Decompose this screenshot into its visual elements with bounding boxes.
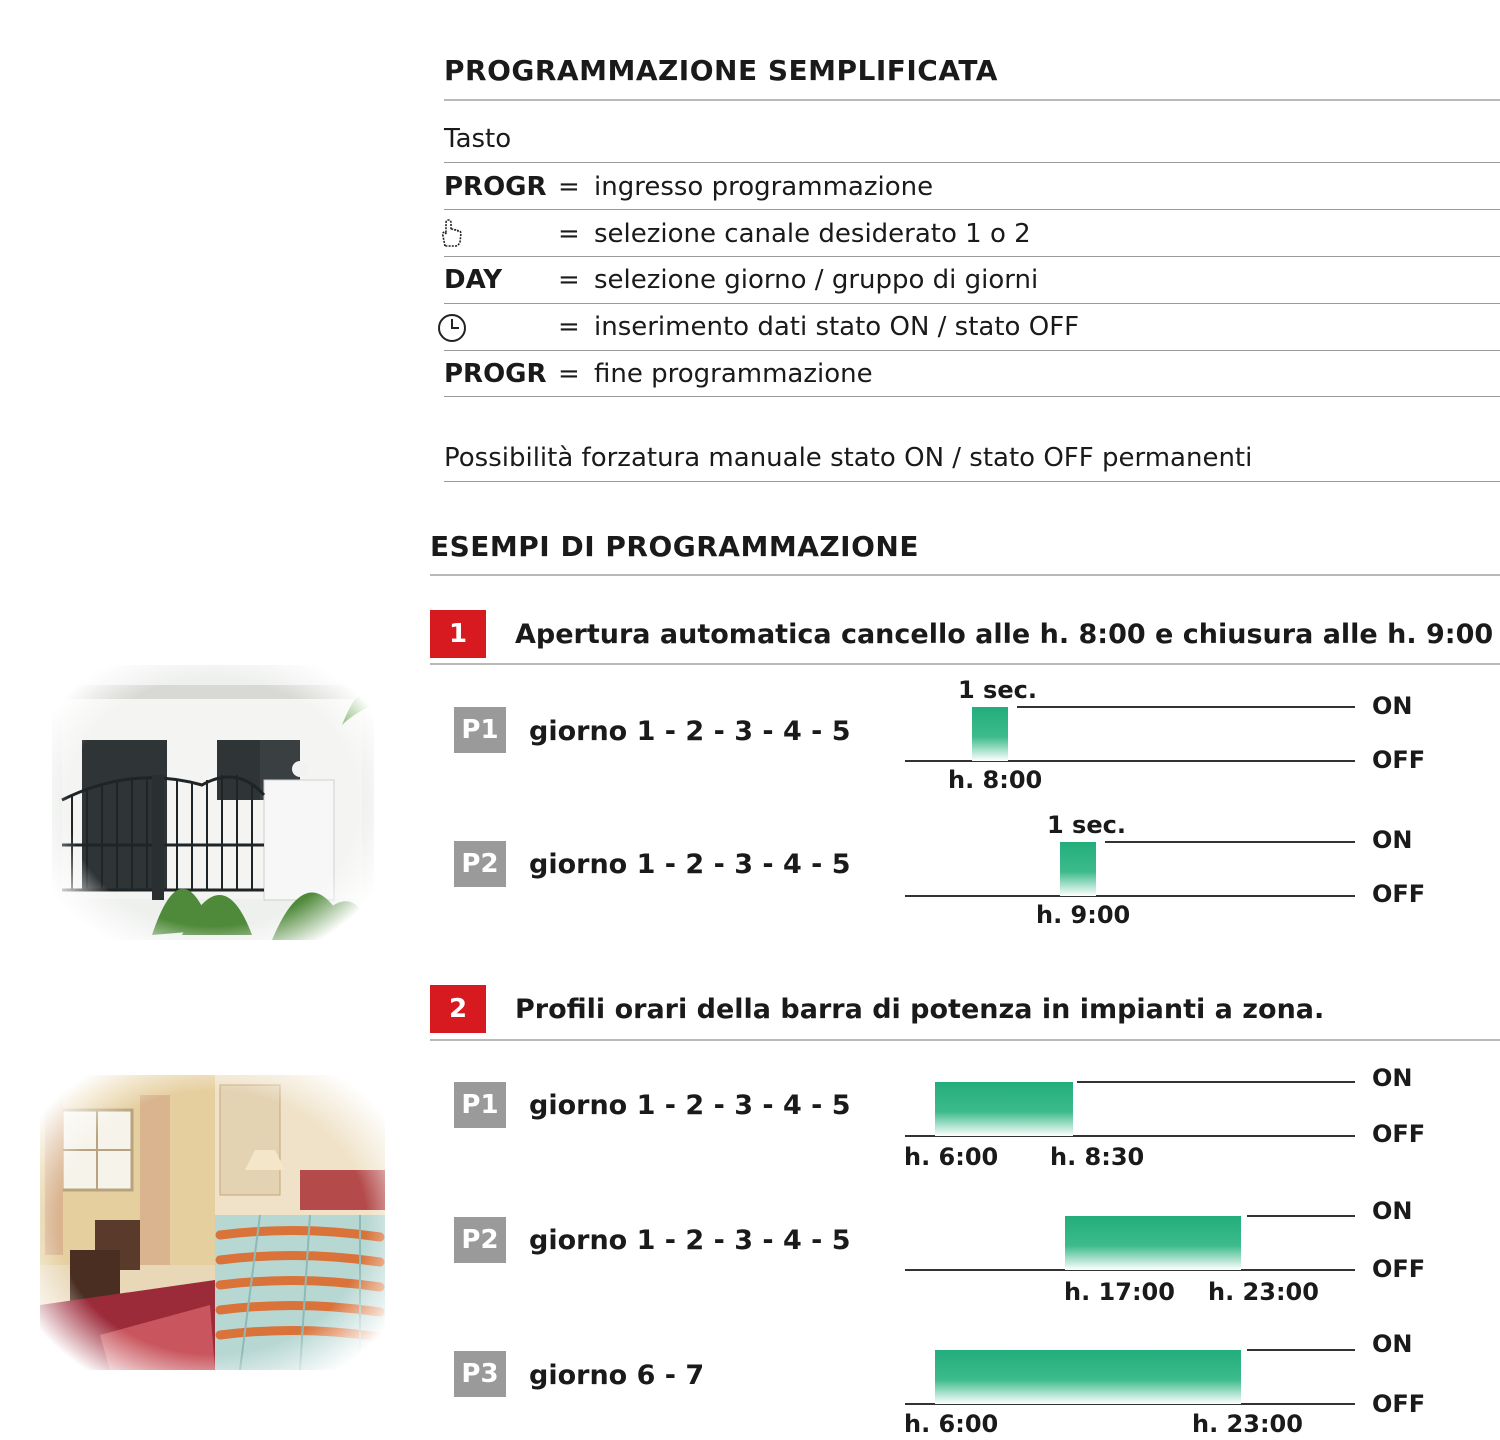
divider [444,481,1500,482]
divider [444,396,1500,397]
pulse-duration-label: 1 sec. [958,676,1037,704]
key-day: DAY [444,265,503,295]
start-time-label: h. 8:00 [948,766,1043,794]
program-days: giorno 1 - 2 - 3 - 4 - 5 [529,849,851,880]
divider [430,574,1500,576]
key-progr: PROGR [444,359,547,389]
start-time-label: h. 9:00 [1036,901,1131,929]
divider [444,256,1500,257]
on-label: ON [1372,826,1413,854]
start-time-label: h. 6:00 [904,1143,999,1171]
program-badge: P2 [454,1217,506,1263]
on-label: ON [1372,1064,1413,1092]
divider [430,663,1500,665]
clock-icon [436,312,468,344]
on-label: ON [1372,1197,1413,1225]
gate-photo [52,665,374,940]
divider [444,99,1500,101]
start-time-label: h. 17:00 [1064,1278,1175,1306]
section-title-esempi: ESEMPI DI PROGRAMMAZIONE [430,530,919,563]
program-days: giorno 1 - 2 - 3 - 4 - 5 [529,1225,851,1256]
equals-sign: = [558,312,580,342]
end-time-label: h. 23:00 [1192,1410,1303,1438]
example-number-badge: 1 [430,610,486,658]
on-interval-bar [1065,1216,1241,1270]
example-number-badge: 2 [430,985,486,1033]
program-days: giorno 6 - 7 [529,1360,705,1391]
equals-sign: = [558,265,580,295]
on-pulse-bar [1060,842,1096,896]
row-description: ingresso programmazione [594,172,934,202]
program-days: giorno 1 - 2 - 3 - 4 - 5 [529,1090,851,1121]
off-label: OFF [1372,746,1426,774]
on-interval-bar [935,1082,1073,1136]
equals-sign: = [558,359,580,389]
pulse-duration-label: 1 sec. [1047,811,1126,839]
manual-override-note: Possibilità forzatura manuale stato ON / stato OFF permanenti [444,443,1253,473]
row-description: fine programmazione [594,359,873,389]
key-progr: PROGR [444,172,547,202]
program-badge: P2 [454,841,506,887]
end-time-label: h. 23:00 [1208,1278,1319,1306]
example-title: Profili orari della barra di potenza in impianti a zona. [515,994,1325,1025]
equals-sign: = [558,219,580,249]
on-pulse-bar [972,707,1008,761]
section-title-programmazione: PROGRAMMAZIONE SEMPLIFICATA [444,54,998,87]
program-days: giorno 1 - 2 - 3 - 4 - 5 [529,716,851,747]
on-label: ON [1372,1330,1413,1358]
divider [444,350,1500,351]
timing-diagram [905,1342,1355,1406]
program-badge: P1 [454,1082,506,1128]
row-description: selezione canale desiderato 1 o 2 [594,219,1031,249]
on-label: ON [1372,692,1413,720]
off-label: OFF [1372,1120,1426,1148]
end-time-label: h. 8:30 [1050,1143,1145,1171]
equals-sign: = [558,172,580,202]
on-interval-bar [935,1350,1241,1404]
off-label: OFF [1372,1390,1426,1418]
timing-diagram [905,700,1355,764]
table-header-tasto: Tasto [444,124,512,154]
room-photo [40,1075,385,1370]
divider [444,209,1500,210]
hand-touch-icon [438,218,464,248]
divider [444,162,1500,163]
program-badge: P3 [454,1351,506,1397]
divider [444,303,1500,304]
example-title: Apertura automatica cancello alle h. 8:00 e chiusura alle h. 9:00 [515,619,1494,650]
row-description: selezione giorno / gruppo di giorni [594,265,1039,295]
start-time-label: h. 6:00 [904,1410,999,1438]
off-label: OFF [1372,880,1426,908]
program-badge: P1 [454,707,506,753]
row-description: inserimento dati stato ON / stato OFF [594,312,1080,342]
timing-diagram [905,1208,1355,1272]
timing-diagram [905,835,1355,899]
off-label: OFF [1372,1255,1426,1283]
timing-diagram [905,1074,1355,1138]
divider [430,1039,1500,1041]
